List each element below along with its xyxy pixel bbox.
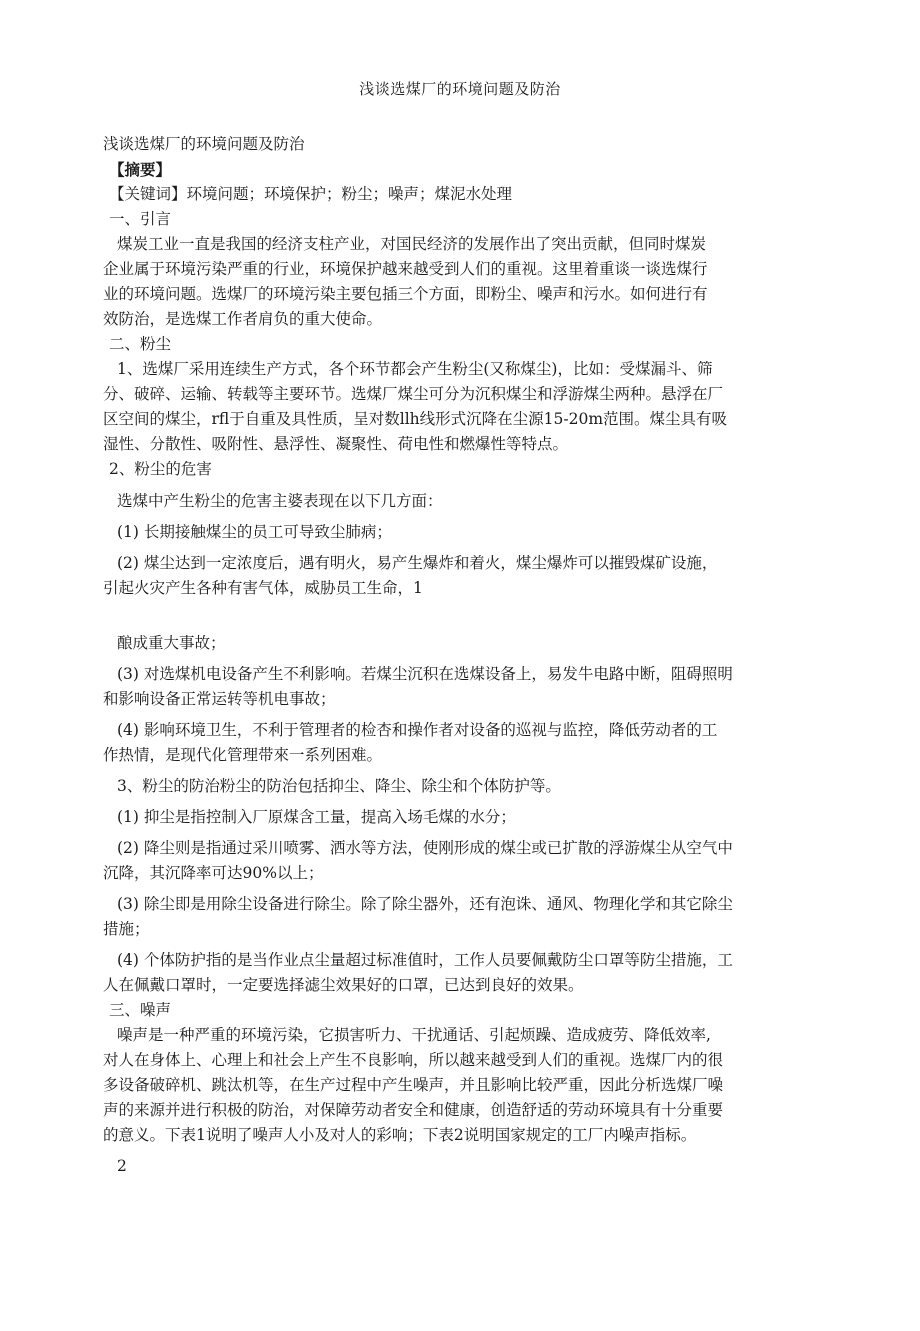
paragraph-line: 湿性、分散性、吸附性、悬浮性、凝聚性、荷电性和燃爆性等特点。	[103, 435, 569, 453]
paragraph-line: (2) 煤尘达到一定浓度后，遇有明火，易产生爆炸和着火，煤尘爆炸可以摧毁煤矿设施，	[117, 554, 718, 572]
dust-paragraph	[103, 357, 803, 457]
paragraph-line: (3) 除尘即是用除尘设备进行除尘。除了除尘器外，还有泡诛、通风、物理化学和其它除尘	[117, 895, 733, 913]
subheading-dust-prevention: 3、粉尘的防治粉尘的防治包括抑尘、降尘、除尘和个体防护等。	[117, 777, 561, 795]
section-heading-introduction: 一、引言	[109, 210, 172, 228]
introduction-paragraph	[103, 232, 803, 332]
keywords-line: 【关键词】环境问题；环境保护；粉尘；噪声；煤泥水处理	[109, 185, 513, 203]
paragraph-line: 措施；	[103, 920, 150, 938]
hazard-item-4	[103, 718, 803, 768]
hazard-item-3	[103, 662, 803, 712]
document-title: 浅谈选煤厂的环境问题及防治	[103, 135, 305, 153]
abstract-label: 【摘要】	[109, 160, 172, 179]
document-body	[103, 132, 803, 1179]
paragraph-line: (3) 对选煤机电设备产生不利影响。若煤尘沉积在选煤设备上，易发牛电路中断，阻碍照明	[117, 665, 733, 683]
paragraph-line: 多设备破碎机、跳汰机等，在生产过程中产生噪声，并且影响比较严重，因此分析选煤厂噪	[103, 1076, 724, 1094]
paragraph-line: 企业属于环境污染严重的行业，环境保护越来越受到人们的重视。这里着重谈一谈选煤行	[103, 260, 708, 278]
paragraph-line: 区空间的煤尘，rfl于自重及具性质，呈对数llh线形式沉降在尘源15-20m范围。煤尘具有吸	[103, 410, 728, 428]
paragraph-line: 效防治，是选煤工作者肩负的重大使命。	[103, 310, 383, 328]
measure-item-2	[103, 836, 803, 886]
paragraph-line: 声的来源并进行积极的防治，对保障劳动者安全和健康，创造舒适的劳动环境具有十分重要	[103, 1101, 724, 1119]
section-heading-noise: 三、噪声	[109, 1001, 172, 1019]
subheading-dust-hazards: 2、粉尘的危害	[109, 460, 212, 478]
paragraph-line: 分、破碎、运输、转载等主要环节。选煤厂煤尘可分为沉积煤尘和浮游煤尘两种。悬浮在厂	[103, 385, 724, 403]
page-header-title: 浅谈选煤厂的环境问题及防治	[359, 80, 561, 98]
measure-item-1: (1) 抑尘是指控制入厂原煤含工量，提高入场毛煤的水分；	[117, 808, 516, 826]
paragraph-line: 1、选煤厂采用连续生产方式，各个环节都会产生粉尘(又称煤尘)，比如：受煤漏斗、筛	[117, 360, 713, 378]
paragraph-line: 沉降，其沉降率可达90%以上；	[103, 864, 324, 882]
hazard-item-1: (1) 长期接触煤尘的员工可导致尘肺病；	[117, 523, 392, 541]
paragraph-line: 引起火灾产生各种有害气体，威胁员工生命，1	[103, 579, 423, 597]
noise-paragraph	[103, 1023, 803, 1148]
paragraph-line: 煤炭工业一直是我国的经济支柱产业，对国民经济的发展作出了突出贡献，但同时煤炭	[117, 235, 707, 253]
paragraph-line: 作热情，是现代化管理带來一系列困难。	[103, 746, 383, 764]
hazards-intro: 选煤中产生粉尘的危害主婆表现在以下几方面：	[117, 492, 443, 510]
section-heading-dust: 二、粉尘	[109, 335, 172, 353]
hazard-item-2-continued: 酿成重大事故；	[117, 634, 226, 652]
paragraph-line: 和影响设备正常运转等机电事故；	[103, 690, 336, 708]
paragraph-line: 对人在身体上、心理上和社会上产生不良影响，所以越来越受到人们的重视。选煤厂内的很	[103, 1051, 724, 1069]
paragraph-line: 的意义。下表1说明了噪声人小及对人的彩响；下表2说明国家规定的工厂内噪声指标。	[103, 1126, 697, 1144]
paragraph-line: (4) 个体防护指的是当作业点尘量超过标准值时，工作人员要佩戴防尘口罩等防尘措施，工	[117, 951, 733, 969]
paragraph-line: (2) 降尘则是指通过采川喷雾、洒水等方法，使刚形成的煤尘或已扩散的浮游煤尘从空气中	[117, 839, 733, 857]
paragraph-line: 业的环境问题。选煤厂的环境污染主要包插三个方面，即粉尘、噪声和污水。如何进行有	[103, 285, 708, 303]
measure-item-3	[103, 892, 803, 942]
paragraph-line: (4) 影响环境卫生，不利于管理者的检杏和操作者对设备的巡视与监控，降低劳动者的工	[117, 721, 718, 739]
measure-item-4	[103, 948, 803, 998]
hazard-item-2	[103, 551, 803, 601]
paragraph-line: 噪声是一种严重的环境污染，它损害听力、干扰通话、引起烦躁、造成疲劳、降低效率,	[117, 1026, 711, 1044]
page-number: 2	[117, 1157, 127, 1175]
paragraph-line: 人在佩戴口罩时，一定要选择滤尘效果好的口罩，已达到良好的效果。	[103, 976, 584, 994]
